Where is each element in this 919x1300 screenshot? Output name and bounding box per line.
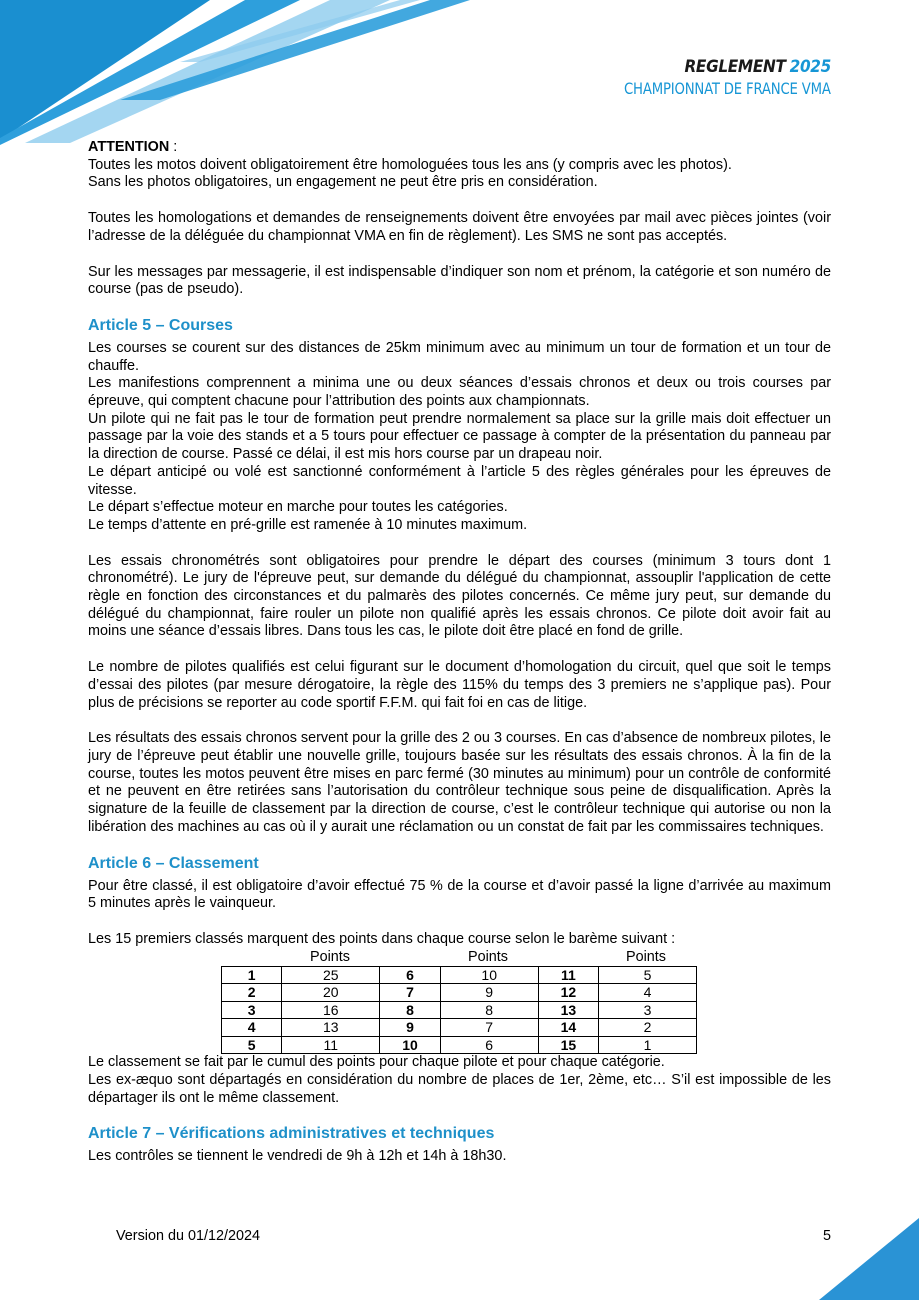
article-6-paragraph-2: Les 15 premiers classés marquent des points dans chaque course selon le barème suivant : — [88, 930, 676, 947]
points-table-row — [222, 1019, 697, 1037]
rank-cell: 8 — [380, 1001, 440, 1019]
footer-version: Version du 01/12/2024 — [116, 1228, 261, 1244]
attention-heading — [88, 139, 831, 157]
page-number: 5 — [823, 1228, 832, 1244]
footer-corner-decoration — [819, 1218, 919, 1300]
article-5-line-4: Le départ anticipé ou volé est sanctionné conformément à l’article 5 des règles générales pour les épreuves de vitesse. — [88, 463, 831, 498]
article-5-paragraph-resultats: Les résultats des essais chronos servent pour la grille des 2 ou 3 courses. En cas d’absence de nombreux pilotes, le jury de l’épreuve peut établir une nouvelle grille, toujours basée sur les résultats des essais chronos. À la fin de la course, toutes les motos peuvent être mises en parc fermé (30 minutes au minimum) pour un contrôle de conformité et ne peuvent en être retirées sans l’autorisation du contrôleur technique sous peine de disqualification. Après la signature de la feuille de classement par la direction de course, c’est le contrôleur technique qui autorise ou non la libération des machines au cas où il y aurait une réclamation ou un constat de fait par les commissaires techniques. — [88, 730, 831, 835]
points-table-row — [222, 966, 697, 984]
points-cell: 6 — [440, 1036, 538, 1054]
intro-paragraph-homologations: Toutes les homologations et demandes de renseignements doivent être envoyées par mail avec pièces jointes (voir l’adresse de la déléguée du championnat VMA en fin de règlement). Les SMS ne sont pas acceptés. — [88, 210, 831, 244]
header-subtitle: CHAMPIONNAT DE FRANCE VMA — [624, 79, 831, 98]
rank-cell: 3 — [222, 1001, 282, 1019]
rank-cell: 14 — [538, 1019, 598, 1037]
points-cell: 1 — [599, 1036, 697, 1054]
rank-cell: 5 — [222, 1036, 282, 1054]
points-table-container — [221, 949, 697, 1055]
document-header — [606, 56, 831, 100]
points-header-2: Points — [468, 948, 508, 965]
article-5-line-1: Les courses se courent sur des distances de 25km minimum avec au minimum un tour de formation et un tour de chauffe. — [88, 339, 831, 374]
intro-line-2: Sans les photos obligatoires, un engagement ne peut être pris en considération. — [88, 174, 598, 191]
rank-cell: 13 — [538, 1001, 598, 1019]
article-6-after-2: Les ex-æquo sont départagés en considération du nombre de places de 1er, 2ème, etc… S’il est impossible de les départager ils ont le même classement. — [88, 1071, 831, 1106]
points-table-row — [222, 1001, 697, 1019]
attention-suffix: : — [169, 139, 178, 155]
intro-paragraph-messages: Sur les messages par messagerie, il est indispensable d’indiquer son nom et prénom, la catégorie et son numéro de course (pas de pseudo). — [88, 263, 831, 298]
points-table-row — [222, 1036, 697, 1054]
points-header-1: Points — [310, 948, 350, 965]
points-cell: 16 — [282, 1001, 380, 1019]
points-cell: 3 — [599, 1001, 697, 1019]
header-title-year: 2025 — [789, 57, 831, 77]
points-cell: 10 — [440, 966, 538, 984]
rank-cell: 7 — [380, 984, 440, 1002]
rank-cell: 2 — [222, 984, 282, 1002]
header-title — [606, 56, 831, 78]
attention-label: ATTENTION — [88, 139, 170, 155]
article-5-paragraph-nombre: Le nombre de pilotes qualifiés est celui figurant sur le document d’homologation du circuit, quel que soit le temps d’essai des pilotes (par mesure dérogatoire, la règle des 115% du temps des 3 premiers ne s’applique pas). Pour plus de précisions se reporter au code sportif F.F.M. qui fait foi en cas de litige. — [88, 659, 831, 711]
points-table-header — [221, 949, 697, 966]
article-5-line-5: Le départ s’effectue moteur en marche pour toutes les catégories. — [88, 499, 508, 516]
intro-line-1: Toutes les motos doivent obligatoirement être homologuées tous les ans (y compris avec les photos). — [88, 156, 732, 173]
article-5-title: Article 5 – Courses — [88, 316, 233, 334]
points-cell: 20 — [282, 984, 380, 1002]
header-stripes-decoration — [0, 0, 480, 145]
points-cell: 13 — [282, 1019, 380, 1037]
rank-cell: 9 — [380, 1019, 440, 1037]
article-5-line-2: Les manifestions comprennent a minima une ou deux séances d’essais chronos et deux ou trois courses par épreuve, qui comptent chacune pour l’attribution des points aux championnats. — [88, 375, 831, 410]
points-cell: 2 — [599, 1019, 697, 1037]
points-cell: 11 — [282, 1036, 380, 1054]
points-table — [221, 966, 697, 1055]
points-cell: 7 — [440, 1019, 538, 1037]
article-7-title: Article 7 – Vérifications administratives et techniques — [88, 1125, 495, 1143]
points-header-3: Points — [626, 948, 666, 965]
points-cell: 25 — [282, 966, 380, 984]
article-5-paragraph-essais: Les essais chronométrés sont obligatoires pour prendre le départ des courses (minimum 3 tours dont 1 chronométré). Le jury de l'épreuve peut, sur demande du délégué du championnat, assouplir l'application de cette règle en fonction des circonstances et du palmarès des pilotes concernés. Ce même jury peut, sur demande du délégué du championnat, faire rouler un pilote non qualifié après les essais chronos. Ce pilote doit avoir fait au moins une séance d’essais libres. Dans tous les cas, le pilote doit être placé en fond de grille. — [88, 552, 831, 640]
points-cell: 5 — [599, 966, 697, 984]
article-5-line-6: Le temps d’attente en pré-grille est ramenée à 10 minutes maximum. — [88, 516, 528, 533]
rank-cell: 1 — [222, 966, 282, 984]
points-table-row — [222, 984, 697, 1002]
article-6-after-1: Le classement se fait par le cumul des points pour chaque pilote et pour chaque catégorie. — [88, 1054, 665, 1071]
rank-cell: 10 — [380, 1036, 440, 1054]
rank-cell: 4 — [222, 1019, 282, 1037]
points-cell: 8 — [440, 1001, 538, 1019]
article-6-title: Article 6 – Classement — [88, 854, 259, 872]
points-cell: 9 — [440, 984, 538, 1002]
header-title-word: REGLEMENT — [684, 57, 786, 77]
rank-cell: 11 — [538, 966, 598, 984]
article-6-paragraph-1: Pour être classé, il est obligatoire d’avoir effectué 75 % de la course et d’avoir passé la ligne d’arrivée au maximum 5 minutes après le vainqueur. — [88, 877, 831, 912]
article-7-paragraph-1: Les contrôles se tiennent le vendredi de 9h à 12h et 14h à 18h30. — [88, 1148, 507, 1165]
rank-cell: 15 — [538, 1036, 598, 1054]
article-5-line-3: Un pilote qui ne fait pas le tour de formation peut prendre normalement sa place sur la grille mais doit effectuer un passage par la voie des stands et a 5 tours pour effectuer ce passage à compter de la présentation du panneau par la direction de course. Passé ce délai, il est mis hors course par un drapeau noir. — [88, 410, 831, 463]
points-cell: 4 — [599, 984, 697, 1002]
rank-cell: 12 — [538, 984, 598, 1002]
rank-cell: 6 — [380, 966, 440, 984]
document-body — [88, 139, 831, 1166]
